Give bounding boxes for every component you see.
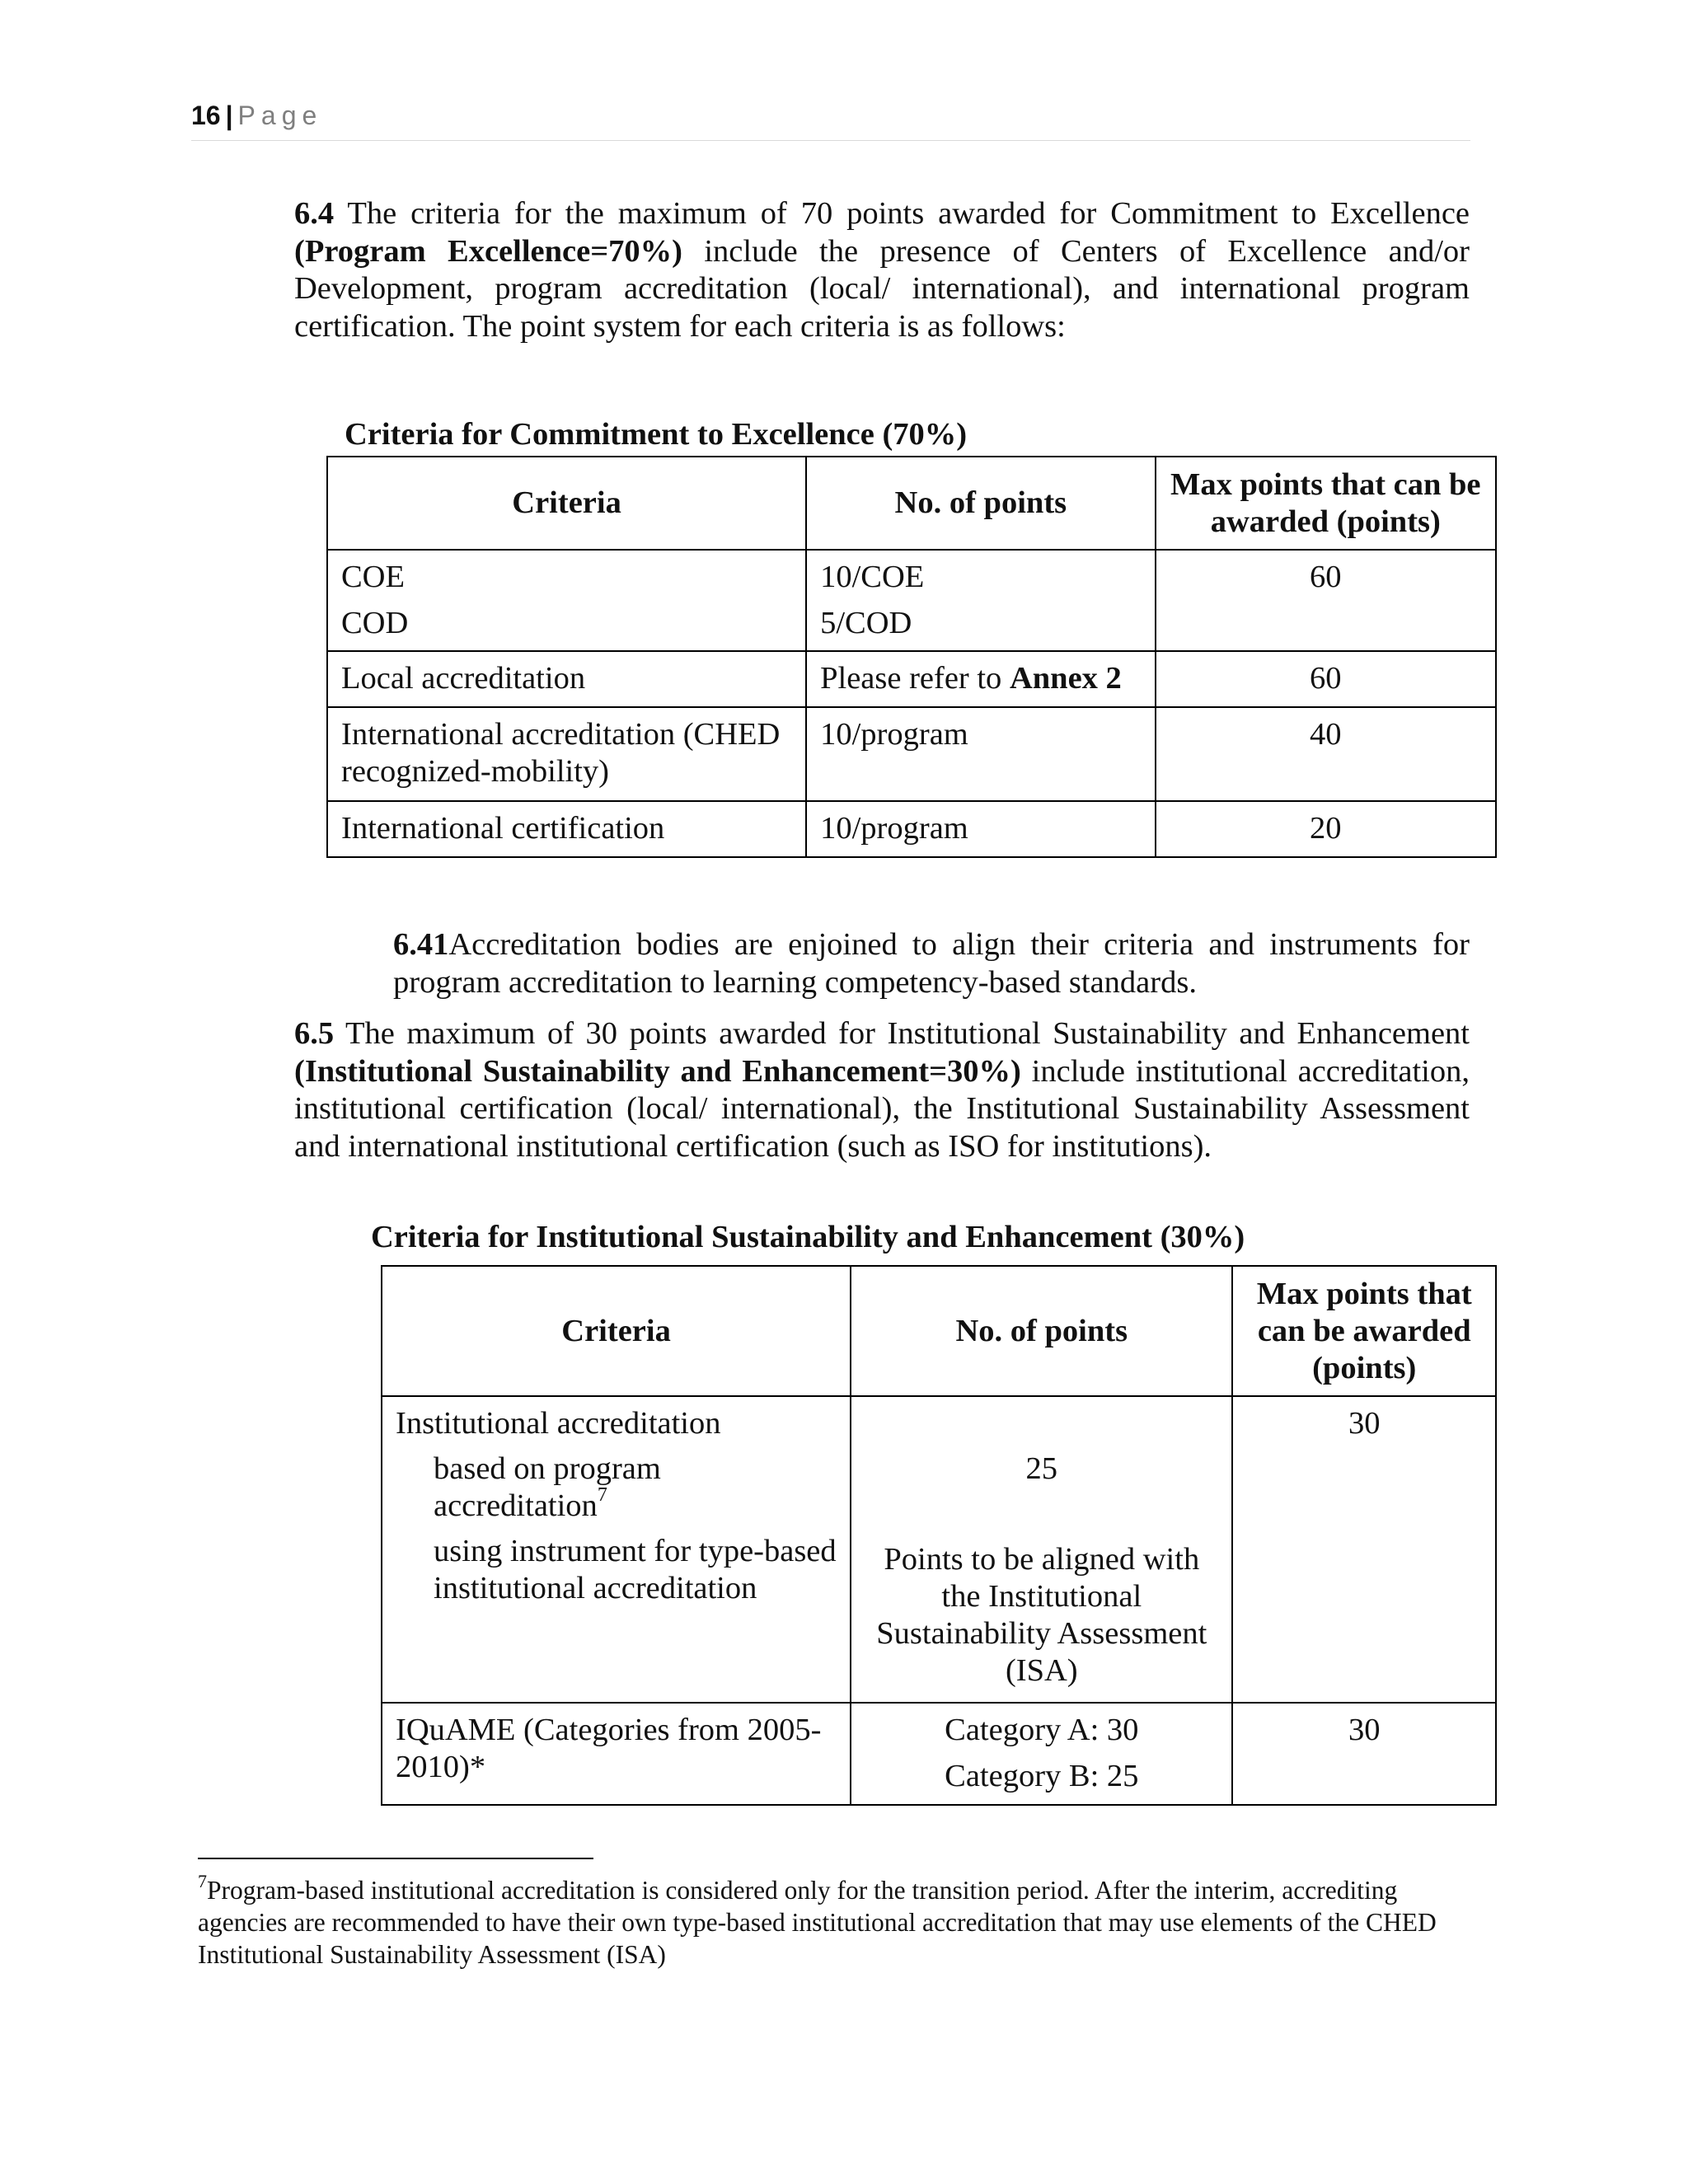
- max-cell: 60: [1156, 550, 1496, 651]
- points-line: Category B: 25: [945, 1759, 1139, 1793]
- criteria-cell: International certification: [327, 801, 806, 857]
- points-line: 10/COE: [820, 560, 925, 594]
- criteria-cell: Local accreditation: [327, 651, 806, 707]
- points-line: Category A: 30: [945, 1713, 1139, 1747]
- sub-criteria-program-based: [396, 1451, 837, 1525]
- annex-reference: Annex 2: [1009, 661, 1122, 696]
- criteria-cell: [382, 1396, 851, 1703]
- paragraph-text: Accreditation bodies are enjoined to align their criteria and instruments for program accreditation to learning competency-based standards.: [393, 927, 1470, 1000]
- points-cell: [806, 651, 1155, 707]
- institutional-sustainability-table: [381, 1265, 1497, 1806]
- criteria-cell: International accreditation (CHED recognized-mobility): [327, 707, 806, 801]
- points-cell: 10/program: [806, 707, 1155, 801]
- points-text: Please refer to: [820, 661, 1010, 696]
- header-criteria: Criteria: [327, 457, 806, 550]
- section-number: 6.5: [294, 1016, 335, 1051]
- page-word: Page: [237, 101, 323, 130]
- page-number: 16: [191, 101, 221, 130]
- commitment-excellence-table: [326, 456, 1497, 858]
- bold-term: (Institutional Sustainability and Enhancement=30%): [294, 1053, 1021, 1089]
- table-row: [327, 801, 1496, 857]
- table-row: [382, 1396, 1496, 1703]
- table-row: [327, 707, 1496, 801]
- footnote-text: Program-based institutional accreditation is considered only for the transition period. After the interim, accrediting agencies are recommended to have their own type-based institutional accreditation that may use elements of the CHED Institutional Sustainability Assessment (ISA): [198, 1876, 1437, 1969]
- table1-caption: Criteria for Commitment to Excellence (70%): [345, 417, 968, 452]
- table-header-row: [382, 1266, 1496, 1396]
- paragraph-text: include the presence of Centers of Excellence and/or Development, program accreditation (local/ international), and international program certification. The point system for each criteria is as follows:: [294, 233, 1470, 344]
- criteria-line: COE: [341, 560, 405, 594]
- criteria-line: COD: [341, 606, 409, 640]
- footnote-marker[interactable]: 7: [597, 1484, 607, 1507]
- paragraph-text: The criteria for the maximum of 70 points awarded for Commitment to Excellence: [334, 196, 1470, 231]
- paragraph-text: include institutional accreditation, institutional certification (local/ international), the Institutional Sustainability Assessment and international institutional certification (such as ISO for institutions).: [294, 1053, 1470, 1164]
- footnote-separator: [198, 1858, 593, 1859]
- footnote-number: 7: [198, 1870, 207, 1891]
- max-cell: 30: [1232, 1703, 1496, 1805]
- header-criteria: Criteria: [382, 1266, 851, 1396]
- section-6-5-paragraph: [294, 1015, 1470, 1165]
- max-cell: 40: [1156, 707, 1496, 801]
- paragraph-text: The maximum of 30 points awarded for Institutional Sustainability and Enhancement: [334, 1016, 1470, 1051]
- footnote: [198, 1870, 1475, 1971]
- table2-caption: Criteria for Institutional Sustainability and Enhancement (30%): [371, 1220, 1245, 1254]
- header-points: No. of points: [851, 1266, 1232, 1396]
- table-row: [382, 1703, 1496, 1805]
- page-header: [191, 101, 1470, 141]
- criteria-title: Institutional accreditation: [396, 1406, 721, 1441]
- points-cell: 10/program: [806, 801, 1155, 857]
- table-row: [327, 651, 1496, 707]
- points-line: 5/COD: [820, 606, 912, 640]
- max-cell: 30: [1232, 1396, 1496, 1703]
- points-cell: [851, 1703, 1232, 1805]
- bold-term: (Program Excellence=70%): [294, 233, 682, 269]
- section-number: 6.4: [294, 196, 335, 231]
- points-note: Points to be aligned with the Institutional Sustainability Assessment (ISA): [876, 1542, 1207, 1688]
- section-number: 6.41: [393, 927, 449, 962]
- sub-criteria-type-based: using instrument for type-based institutional accreditation: [434, 1534, 837, 1605]
- table-header-row: [327, 457, 1496, 550]
- points-line: 25: [1025, 1451, 1058, 1486]
- header-max: Max points that can be awarded (points): [1232, 1266, 1496, 1396]
- section-6-41-paragraph: [393, 926, 1470, 1001]
- header-max: Max points that can be awarded (points): [1156, 457, 1496, 550]
- table-row: [327, 550, 1496, 651]
- sub-criteria-text: based on program accreditation: [434, 1451, 661, 1523]
- header-separator: |: [225, 101, 233, 130]
- section-6-4-paragraph: [294, 195, 1470, 345]
- max-cell: 60: [1156, 651, 1496, 707]
- points-cell: [806, 550, 1155, 651]
- criteria-cell: IQuAME (Categories from 2005-2010)*: [382, 1703, 851, 1805]
- header-points: No. of points: [806, 457, 1155, 550]
- criteria-cell: [327, 550, 806, 651]
- points-cell: [851, 1396, 1232, 1703]
- max-cell: 20: [1156, 801, 1496, 857]
